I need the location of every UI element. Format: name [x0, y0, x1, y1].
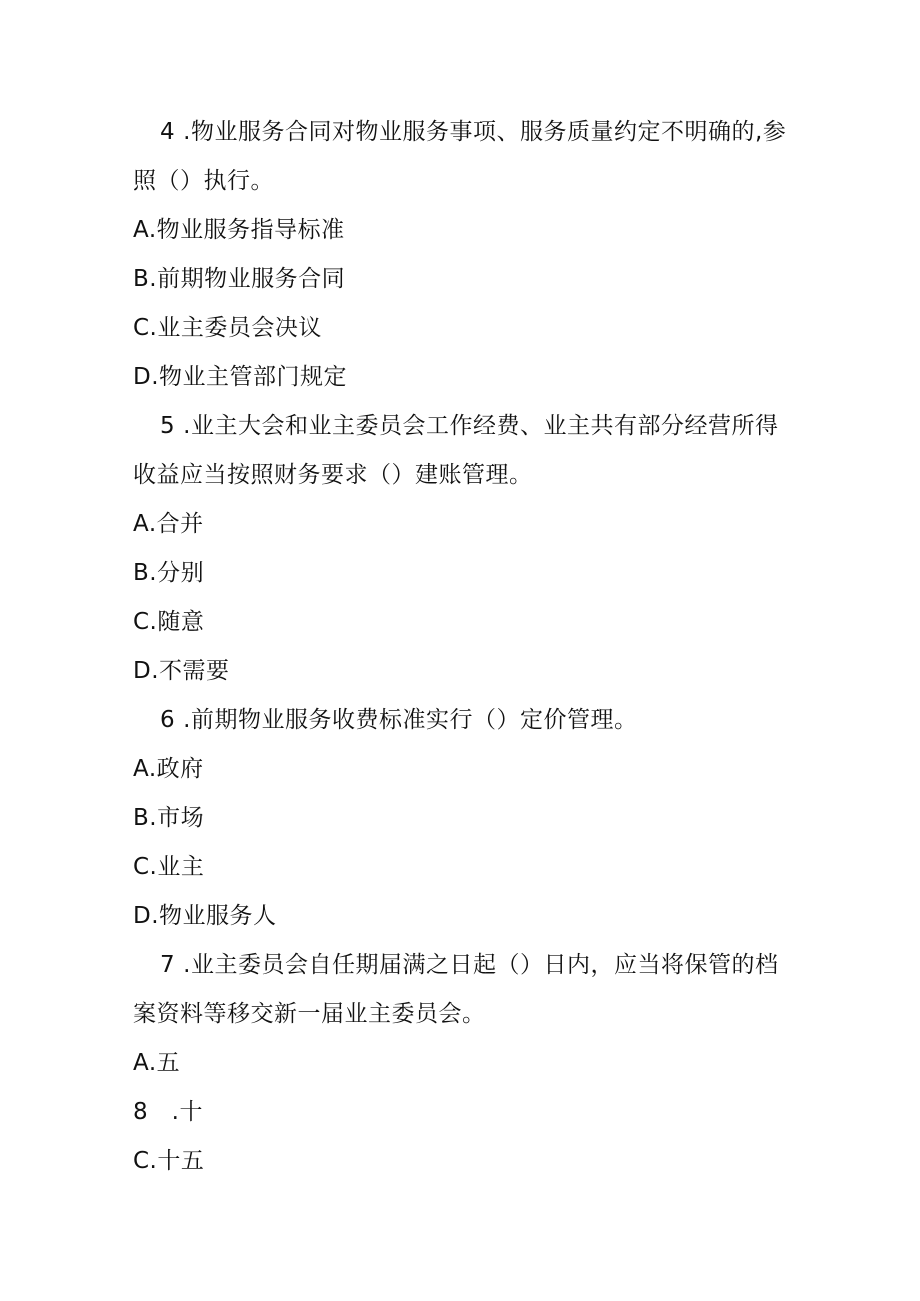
- option-c: C.十五: [133, 1148, 205, 1174]
- option-b: B.分别: [133, 560, 205, 586]
- option-a: A.合并: [133, 511, 204, 537]
- question-7-line-1: [160, 950, 778, 980]
- option-c: C.业主委员会决议: [133, 315, 322, 341]
- option-d: D.物业主管部门规定: [133, 364, 348, 390]
- option-d: D.物业服务人: [133, 903, 277, 929]
- question-number: 6: [160, 707, 176, 733]
- option-b: 8 .十: [133, 1099, 203, 1125]
- question-text: .物业服务合同对物业服务事项、服务质量约定不明确的,参: [183, 119, 787, 145]
- question-number: 7: [160, 952, 176, 978]
- question-4-line-2: 照（）执行。: [133, 168, 274, 194]
- question-number: 5: [160, 413, 176, 439]
- option-b: B.市场: [133, 805, 205, 831]
- question-6-line-1: [160, 705, 637, 735]
- question-7-line-2: 案资料等移交新一届业主委员会。: [133, 1001, 486, 1027]
- option-c: C.业主: [133, 854, 205, 880]
- option-a: A.物业服务指导标准: [133, 217, 345, 243]
- question-5-line-2: 收益应当按照财务要求（）建账管理。: [133, 462, 533, 488]
- question-5-line-1: [160, 411, 778, 441]
- option-c: C.随意: [133, 609, 205, 635]
- question-number: 4: [160, 119, 176, 145]
- question-text: .业主委员会自任期届满之日起（）日内，应当将保管的档: [183, 952, 779, 978]
- question-text: .业主大会和业主委员会工作经费、业主共有部分经营所得: [183, 413, 779, 439]
- option-d: D.不需要: [133, 658, 230, 684]
- option-a: A.政府: [133, 756, 204, 782]
- option-a: A.五: [133, 1050, 181, 1076]
- option-b: B.前期物业服务合同: [133, 266, 346, 292]
- question-text: .前期物业服务收费标准实行（）定价管理。: [183, 707, 638, 733]
- question-4-line-1: [160, 117, 786, 147]
